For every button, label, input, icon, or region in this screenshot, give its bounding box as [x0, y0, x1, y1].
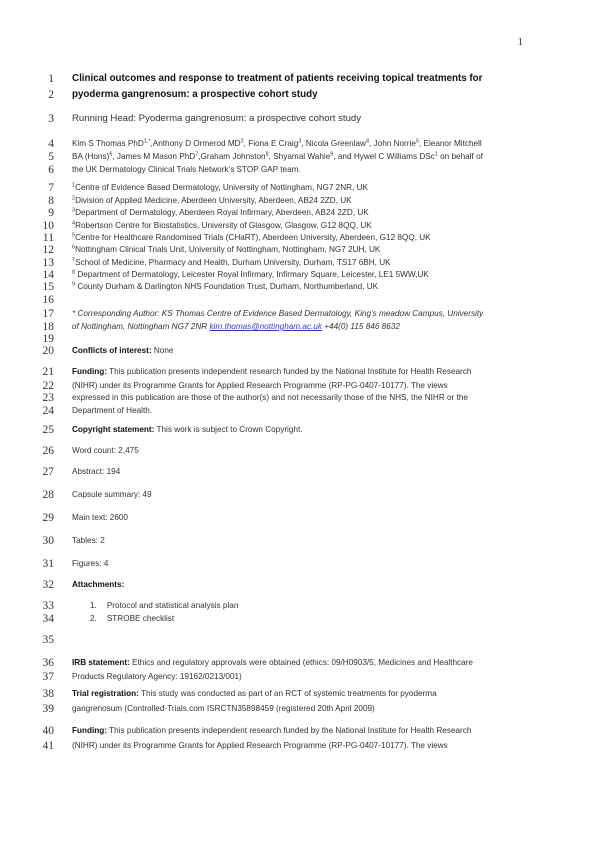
- funding-statement: Funding: This publication presents independent research funded by the National Institute for Health Research: [72, 367, 472, 376]
- line-number: 37: [42, 671, 54, 683]
- running-head: Running Head: Pyoderma gangrenosum: a prospective cohort study: [72, 113, 362, 124]
- line-number: 35: [42, 634, 54, 646]
- abstract-count: Abstract: 194: [72, 467, 121, 476]
- corresponding-author: * Corresponding Author: KS Thomas Centre of Evidence Based Dermatology, King’s meadow Campus, University: [72, 309, 484, 318]
- line-number: 39: [42, 703, 54, 715]
- line-number: 33: [42, 600, 54, 612]
- line-number: 41: [42, 740, 54, 752]
- line-number: 21: [42, 366, 54, 378]
- line-number: 19: [42, 333, 54, 345]
- line-number: 16: [42, 294, 54, 306]
- copyright-statement: Copyright statement: This work is subject to Crown Copyright.: [72, 425, 303, 434]
- line-number: 7: [48, 182, 54, 194]
- line-number: 30: [42, 535, 54, 547]
- funding-statement: (NIHR) under its Programme Grants for Applied Research Programme (RP-PG-0407-10177). The views: [72, 741, 448, 750]
- line-number: 32: [42, 579, 54, 591]
- affiliation: $^4$Robertson Centre for Biostatistics, University of Glasgow, Glasgow, G12 8QQ, UK: [72, 220, 372, 230]
- funding-statement: Funding: This publication presents independent research funded by the National Institute for Health Research: [72, 726, 472, 735]
- paper-title-line: pyoderma gangrenosum: a prospective cohort study: [72, 89, 318, 100]
- line-number: 10: [42, 220, 54, 232]
- line-number: 8: [48, 195, 54, 207]
- corresponding-author: of Nottingham, Nottingham NG7 2NR kim.thomas@nottingham.ac.uk +44(0) 115 846 8632: [72, 322, 400, 331]
- page-number: 1: [517, 36, 523, 48]
- author-line: BA (Hons)$^6$, James M Mason PhD$^7$,Graham Johnston$^8$, Shyamal Wahie$^9$, and Hywel C Williams DSc$^1$ on behalf of: [72, 151, 483, 161]
- line-number: 25: [42, 424, 54, 436]
- conflicts-statement: Conflicts of interest: None: [72, 346, 174, 355]
- figures-count: Figures: 4: [72, 559, 109, 568]
- line-number: 2: [48, 89, 54, 101]
- line-number: 11: [42, 232, 54, 244]
- paper-title-line: Clinical outcomes and response to treatment of patients receiving topical treatments for: [72, 73, 483, 84]
- line-number: 24: [42, 405, 54, 417]
- affiliation: $^3$Department of Dermatology, Aberdeen Royal Infirmary, Aberdeen, AB24 2ZD, UK: [72, 207, 369, 217]
- attachment-item: 2. STROBE checklist: [90, 614, 175, 623]
- email-link[interactable]: kim.thomas@nottingham.ac.uk: [209, 322, 322, 331]
- affiliation: $^2$Division of Applied Medicine, Aberdeen University, Aberdeen, AB24 2ZD, UK: [72, 195, 352, 205]
- funding-statement: expressed in this publication are those of the author(s) and not necessarily those of the NHS, the NIHR or the: [72, 393, 468, 402]
- line-number: 12: [42, 244, 54, 256]
- irb-statement: IRB statement: Ethics and regulatory approvals were obtained (ethics: 09/H0903/5, Medicines and Healthcare: [72, 658, 473, 667]
- line-number: 3: [48, 113, 54, 125]
- funding-statement: (NIHR) under its Programme Grants for Applied Research Programme (RP-PG-0407-10177). The views: [72, 381, 448, 390]
- author-line: Kim S Thomas PhD$^{1,*}$,Anthony D Ormerod $MD^2$, Fiona E Craig$^3$, Nicola Greenlaw$^4$, John Norrie$^5$, Eleanor Mitchell: [72, 138, 482, 148]
- line-number: 26: [42, 445, 54, 457]
- line-number: 36: [42, 657, 54, 669]
- line-number: 17: [42, 308, 54, 320]
- line-number: 29: [42, 512, 54, 524]
- attachments-heading: Attachments:: [72, 580, 125, 589]
- trial-registration: gangrenosum (Controlled-Trials.com ISRCTN35898459 (registered 20th April 2009): [72, 704, 375, 713]
- line-number: 15: [42, 281, 54, 293]
- line-number: 38: [42, 688, 54, 700]
- line-number: 27: [42, 466, 54, 478]
- line-number: 5: [48, 151, 54, 163]
- author-line: the UK Dermatology Clinical Trials Network’s STOP GAP team.: [72, 165, 301, 174]
- line-number: 1: [48, 73, 54, 85]
- trial-registration: Trial registration: This study was conducted as part of an RCT of systemic treatments for pyoderma: [72, 689, 437, 698]
- line-number: 31: [42, 558, 54, 570]
- line-number: 34: [42, 613, 54, 625]
- line-number: 20: [42, 345, 54, 357]
- line-number: 28: [42, 489, 54, 501]
- line-number: 14: [42, 269, 54, 281]
- affiliation: $^1$Centre of Evidence Based Dermatology, University of Nottingham, NG7 2NR, UK: [72, 182, 368, 192]
- affiliation: $^5$Centre for Healthcare Randomised Trials (CHaRT), Aberdeen University, Aberdeen, G12 8QQ, UK: [72, 232, 431, 242]
- affiliation: $^7$School of Medicine, Pharmacy and Health, Durham University, Durham, TS17 6BH, UK: [72, 257, 391, 267]
- tables-count: Tables: 2: [72, 536, 105, 545]
- affiliation: $^6$Nottingham Clinical Trials Unit, University of Nottingham, Nottingham, NG7 2UH, UK: [72, 244, 381, 254]
- line-number: 6: [48, 164, 54, 176]
- line-number: 23: [42, 392, 54, 404]
- affiliation: $^8$ Department of Dermatology, Leicester Royal Infirmary, Infirmary Square, Leicester, LE1 5WW,UK: [72, 269, 429, 279]
- capsule-count: Capsule summary: 49: [72, 490, 152, 499]
- line-number: 4: [48, 138, 54, 150]
- line-number: 18: [42, 321, 54, 333]
- line-number: 9: [48, 207, 54, 219]
- line-number: 22: [42, 380, 54, 392]
- attachment-item: 1. Protocol and statistical analysis plan: [90, 601, 239, 610]
- line-number: 40: [42, 725, 54, 737]
- funding-statement: Department of Health.: [72, 406, 153, 415]
- affiliation: $^9$ County Durham & Darlington NHS Foundation Trust, Durham, Northumberland, UK: [72, 281, 379, 291]
- word-count: Word count: 2,475: [72, 446, 139, 455]
- line-number: 13: [42, 257, 54, 269]
- irb-statement: Products Regulatory Agency: 19162/0213/001): [72, 672, 242, 681]
- main-text-count: Main text: 2600: [72, 513, 128, 522]
